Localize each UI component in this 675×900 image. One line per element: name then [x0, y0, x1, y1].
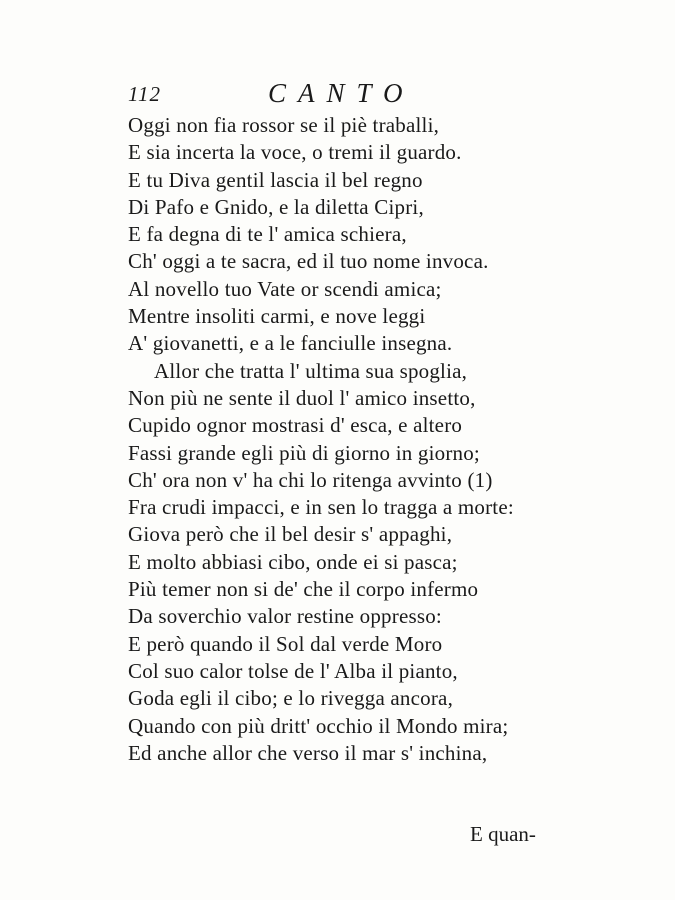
verse-line: Ch' ora non v' ha chi lo ritenga avvinto (1)	[128, 467, 493, 492]
page-number: 112	[128, 82, 161, 106]
verse-line: Mentre insoliti carmi, e nove leggi	[128, 304, 426, 329]
verse-line: E però quando il Sol dal verde Moro	[128, 631, 443, 656]
verse-line: Goda egli il cibo; e lo rivegga ancora,	[128, 686, 454, 711]
verse-line: Quando con più dritt' occhio il Mondo mira;	[128, 713, 509, 738]
verse-line: Fra crudi impacci, e in sen lo tragga a morte:	[128, 495, 514, 520]
catchword: E quan-	[470, 822, 536, 846]
verse-line: Giova però che il bel desir s' appaghi,	[128, 522, 453, 547]
verse-line: A' giovanetti, e a le fanciulle insegna.	[128, 331, 453, 356]
verse-line: Al novello tuo Vate or scendi amica;	[128, 276, 442, 301]
verse-line: Più temer non si de' che il corpo infermo	[128, 577, 479, 602]
verse-line: E molto abbiasi cibo, onde ei si pasca;	[128, 549, 458, 574]
verse-line: Oggi non fia rossor se il piè traballi,	[128, 113, 440, 137]
verse-line: Cupido ognor mostrasi d' esca, e altero	[128, 413, 463, 438]
page-header	[128, 78, 548, 112]
verse-line: E sia incerta la voce, o tremi il guardo.	[128, 140, 462, 165]
verse-line: E fa degna di te l' amica schiera,	[128, 222, 407, 247]
verse-line: Allor che tratta l' ultima sua spoglia,	[154, 358, 468, 383]
verse-line: Non più ne sente il duol l' amico insetto,	[128, 385, 476, 410]
verse-block	[128, 112, 578, 767]
verse-line: Fassi grande egli più di giorno in giorno;	[128, 440, 480, 465]
verse-line: E tu Diva gentil lascia il bel regno	[128, 167, 423, 192]
verse-line: Ed anche allor che verso il mar s' inchina,	[128, 740, 488, 765]
verse-line: Da soverchio valor restine oppresso:	[128, 604, 442, 629]
verse-line: Di Pafo e Gnido, e la diletta Cipri,	[128, 194, 424, 219]
running-head: CANTO	[268, 78, 415, 108]
verse-line: Ch' oggi a te sacra, ed il tuo nome invoca.	[128, 249, 489, 274]
verse-line: Col suo calor tolse de l' Alba il pianto,	[128, 658, 458, 683]
